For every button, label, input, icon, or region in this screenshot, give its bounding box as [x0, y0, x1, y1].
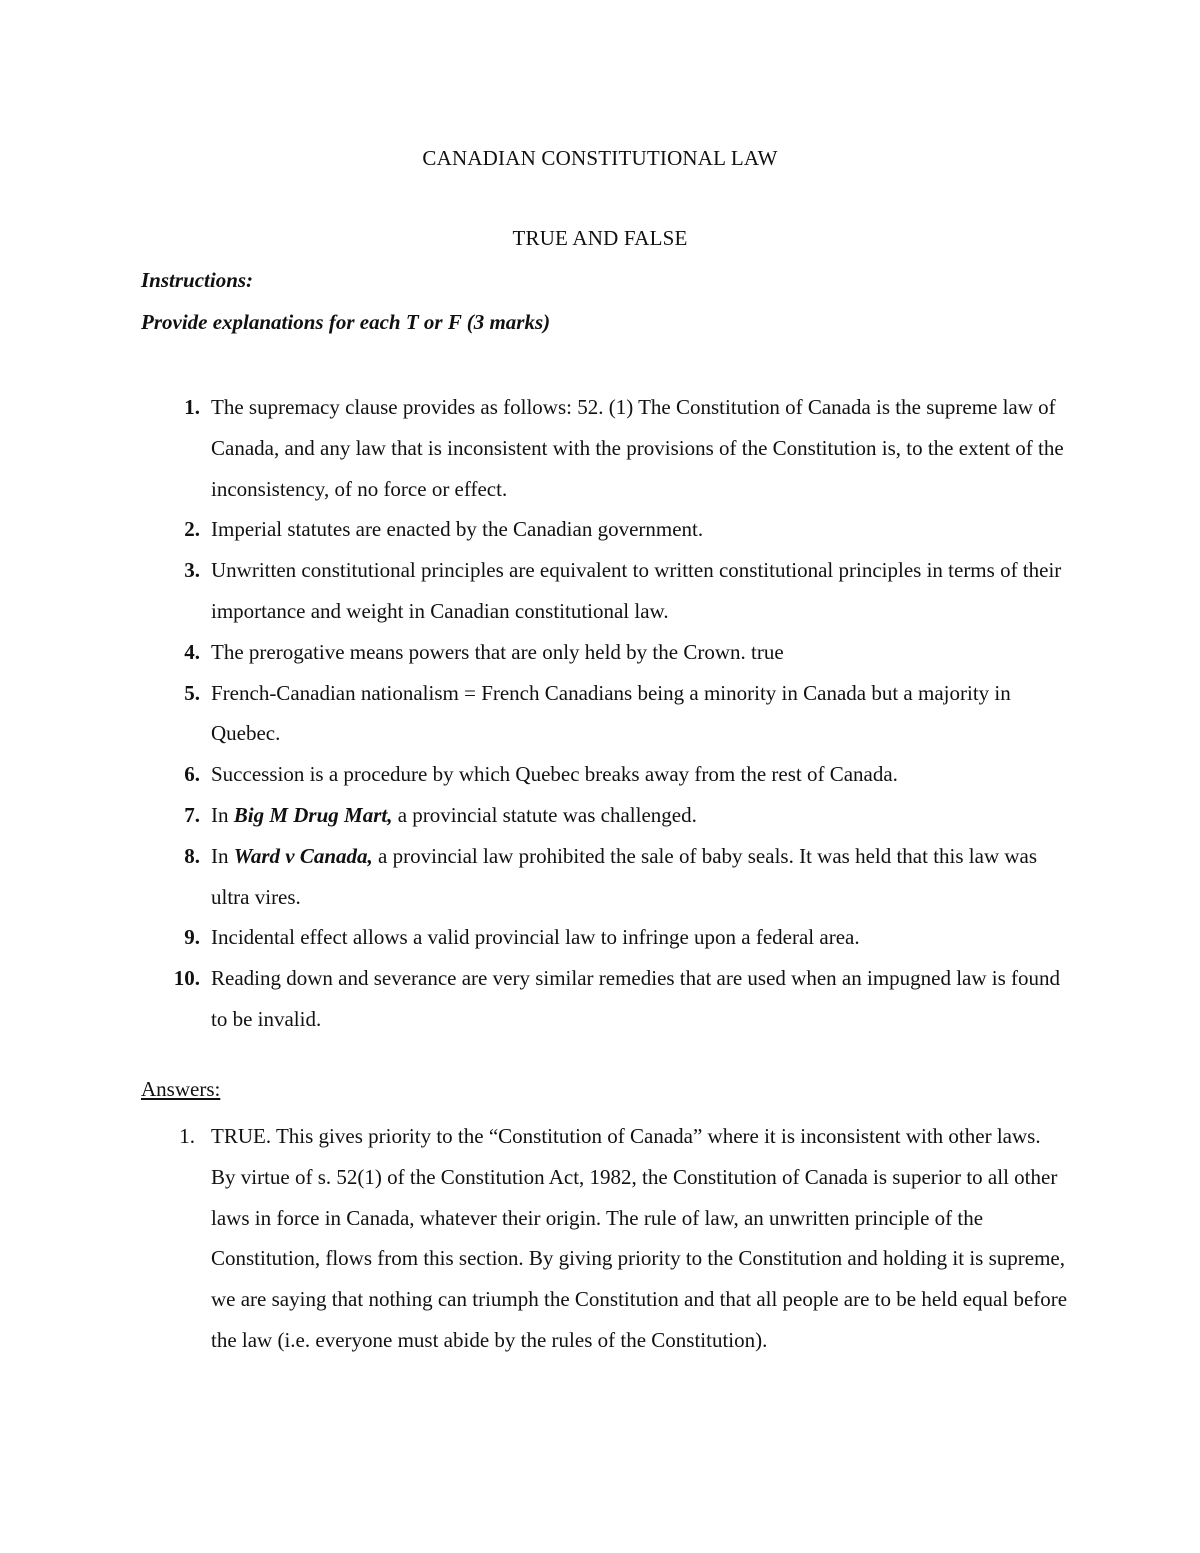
question-number: 9.	[184, 925, 200, 950]
question-text-post: a provincial statute was challenged.	[392, 802, 697, 827]
answer-item-1	[0, 1116, 1200, 1361]
question-list	[0, 387, 1200, 1040]
question-number: 6.	[184, 762, 200, 787]
question-item-4	[0, 632, 1200, 673]
question-text: French-Canadian nationalism = French Canadians being a minority in Canada but a majority in Quebec.	[211, 680, 1011, 746]
question-number: 10.	[173, 966, 200, 991]
answer-text: TRUE. This gives priority to the “Constitution of Canada” where it is inconsistent with other laws. By virtue of s. 52(1) of the Constitution Act, 1982, the Constitution of Canada is superior to all other laws in force in Canada, whatever their origin. The rule of law, an unwritten principle of the Constitution, flows from this section. By giving priority to the Constitution and holding it is supreme, we are saying that nothing can triumph the Constitution and that all people are to be held equal before the law (i.e. everyone must abide by the rules of the Constitution).	[211, 1124, 1068, 1352]
answers-heading: Answers:	[141, 1077, 221, 1101]
question-text: Imperial statutes are enacted by the Canadian government.	[211, 517, 704, 542]
question-text: Incidental effect allows a valid provincial law to infringe upon a federal area.	[211, 925, 860, 950]
question-text: Unwritten constitutional principles are equivalent to written constitutional principles in terms of their importance and weight in Canadian constitutional law.	[211, 558, 1062, 623]
question-text-post: a provincial law prohibited the sale of baby seals. It was held that this law was ultra vires.	[211, 843, 1038, 909]
question-number: 1.	[184, 395, 200, 419]
question-item-9	[0, 917, 1200, 958]
question-number: 2.	[184, 517, 200, 542]
document-subtitle: TRUE AND FALSE	[512, 226, 688, 250]
question-item-7	[0, 795, 1200, 836]
question-item-10	[0, 958, 1200, 1040]
question-text: Reading down and severance are very similar remedies that are used when an impugned law is found to be invalid.	[211, 966, 1061, 1031]
question-item-6	[0, 754, 1200, 795]
instructions-text: Provide explanations for each T or F (3 marks)	[141, 310, 551, 334]
question-number: 4.	[184, 639, 200, 664]
question-text-pre: In	[211, 843, 234, 868]
question-number: 7.	[184, 802, 200, 827]
question-item-3	[0, 550, 1200, 632]
question-text-pre: In	[211, 802, 234, 827]
question-number: 8.	[184, 843, 200, 868]
case-name: Ward v Canada,	[233, 843, 373, 868]
question-item-5	[0, 673, 1200, 755]
case-name: Big M Drug Mart,	[233, 802, 393, 827]
question-number: 5.	[184, 680, 200, 705]
question-text: The prerogative means powers that are only held by the Crown. true	[211, 639, 784, 664]
instructions-heading: Instructions:	[141, 268, 254, 292]
document-title: CANADIAN CONSTITUTIONAL LAW	[422, 146, 778, 170]
question-text: Succession is a procedure by which Quebec breaks away from the rest of Canada.	[211, 762, 898, 787]
question-item-2	[0, 509, 1200, 550]
question-item-8	[0, 836, 1200, 918]
answer-list	[0, 1116, 1200, 1361]
question-text: The supremacy clause provides as follows: 52. (1) The Constitution of Canada is the supreme law of Canada, and any law that is inconsistent with the provisions of the Constitution is, to the extent of the inconsistency, of no force or effect.	[211, 395, 1064, 501]
question-number: 3.	[184, 558, 200, 583]
question-item-1	[0, 387, 1200, 509]
answer-number: 1.	[179, 1124, 195, 1148]
